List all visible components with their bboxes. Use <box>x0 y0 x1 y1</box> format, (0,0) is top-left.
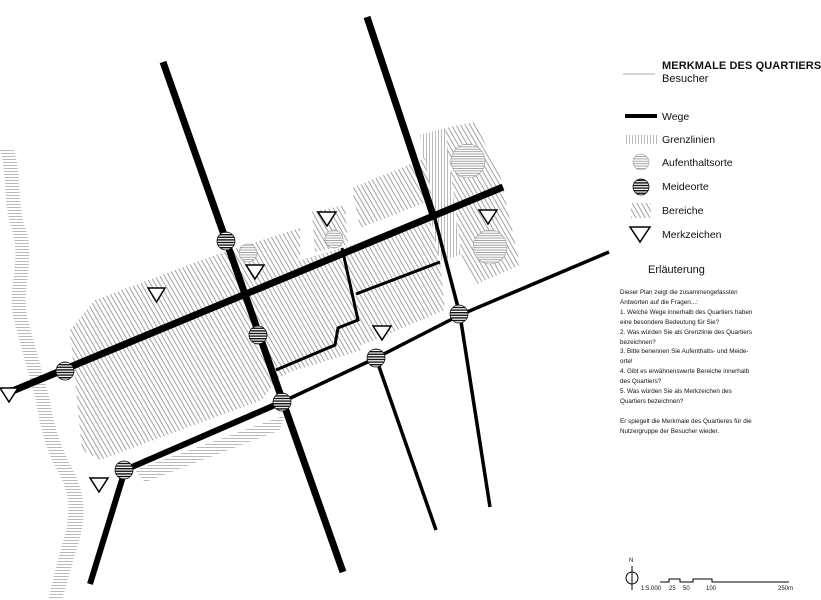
explanation-heading: Erläuterung <box>648 264 705 276</box>
explanation-line: Quartiers bezeichnen? <box>620 397 684 405</box>
legend-swatches <box>623 74 657 242</box>
explanation-line: Er spiegelt die Merkmale des Quartieres für die <box>620 417 752 425</box>
avoid-place-circle <box>56 362 74 380</box>
legend-title: MERKMALE DES QUARTIERS <box>662 60 821 72</box>
hatched-area-icon <box>631 203 651 218</box>
legend-label-merkzeichen: Merkzeichen <box>662 229 722 241</box>
stay-place-circle <box>473 230 507 264</box>
legend-label-bereiche: Bereiche <box>662 205 704 217</box>
avoid-place-circle <box>273 393 291 411</box>
landmark-triangle <box>0 388 18 402</box>
avoid-place-circle <box>249 326 267 344</box>
stay-place-circle <box>451 144 485 178</box>
explanation-questions <box>620 288 785 407</box>
scale-tick-100: 100 <box>706 586 717 592</box>
scale-tick-25: 25 <box>669 586 676 592</box>
explanation-body <box>620 288 785 437</box>
explanation-line: orte! <box>620 358 633 366</box>
dark-striped-circle-icon <box>633 179 649 195</box>
light-circle-icon <box>633 154 649 170</box>
scale-tick-50: 50 <box>683 586 690 592</box>
explanation-line: 2. Was würden Sie als Grenzlinie des Quartiers <box>620 328 753 336</box>
explanation-line: 1. Welche Wege innerhalb des Quartiers haben <box>620 308 753 316</box>
explanation <box>620 264 785 437</box>
road-center-down <box>376 358 436 530</box>
legend-label-wege: Wege <box>662 111 690 123</box>
legend-label-grenzlinien: Grenzlinien <box>662 134 716 146</box>
legend-subtitle: Besucher <box>662 73 709 85</box>
explanation-line: 5. Was würden Sie als Merkzeichen des <box>620 388 732 396</box>
scale-ratio: 1:5.000 <box>641 586 662 592</box>
explanation-line: bezeichnen? <box>620 338 656 346</box>
avoid-place-circle <box>217 232 235 250</box>
explanation-line: Nutzergruppe der Besucher wieder. <box>620 427 720 435</box>
explanation-line: des Quartiers? <box>620 378 662 386</box>
legend-label-meideorte: Meideorte <box>662 181 709 193</box>
triangle-icon <box>630 227 650 242</box>
explanation-line: eine besondere Bedeutung für Sie? <box>620 318 720 326</box>
avoid-place-circle <box>450 305 468 323</box>
explanation-summary <box>620 417 785 437</box>
legend-label-aufenthaltsorte: Aufenthaltsorte <box>662 157 733 169</box>
explanation-line: 4. Gibt es erwähnenswerte Bereiche innerhalb <box>620 368 750 376</box>
scale-tick-250m: 250m <box>778 586 794 592</box>
explanation-line: 3. Bitte benennen Sie Aufenthalts- und Meide- <box>620 348 749 356</box>
road-east-down <box>460 315 490 507</box>
stay-place-circle <box>325 230 343 248</box>
hatched-band-icon <box>625 135 657 144</box>
north-label: N <box>629 558 634 564</box>
avoid-place-circle <box>115 461 133 479</box>
explanation-line: Antworten auf die Fragen...: <box>620 298 698 306</box>
landmark-triangle <box>90 478 108 492</box>
stay-place-circle <box>239 244 257 262</box>
avoid-place-circle <box>367 349 385 367</box>
explanation-line: Dieser Plan zeigt die zusammengefassten <box>620 289 738 296</box>
scale-bar <box>615 555 800 600</box>
